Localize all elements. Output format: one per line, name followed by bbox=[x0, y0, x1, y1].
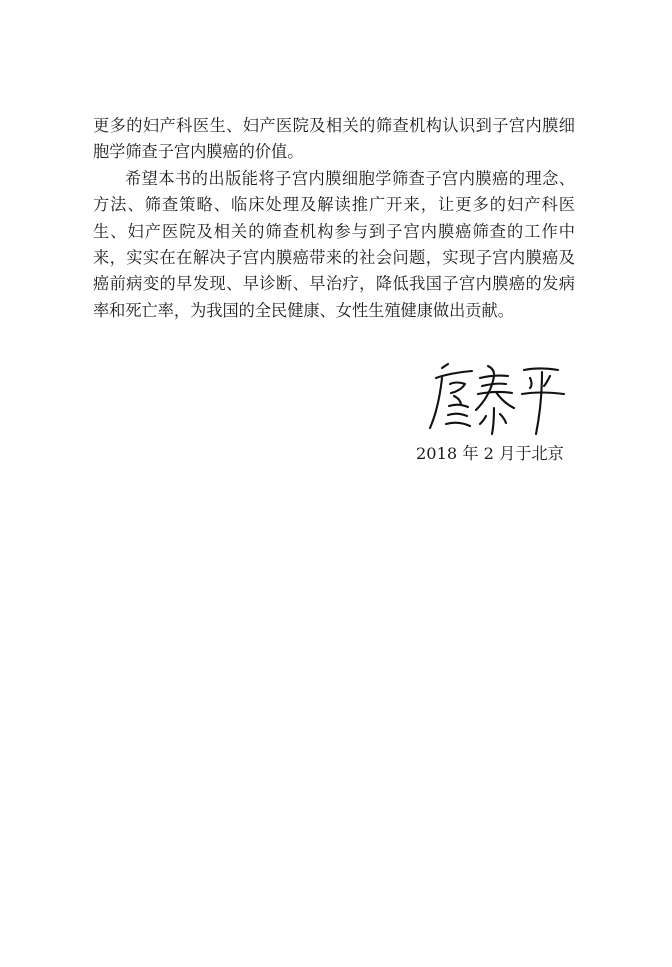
paragraph-line: 癌前病变的早发现、早诊断、早治疗，降低我国子宫内膜癌的发病 bbox=[93, 274, 575, 294]
paragraph-line: 来，实实在在解决子宫内膜癌带来的社会问题，实现子宫内膜癌及 bbox=[93, 248, 575, 268]
paragraph-line: 希望本书的出版能将子宫内膜细胞学筛查子宫内膜癌的理念、 bbox=[125, 168, 575, 188]
paragraph-line: 生、妇产医院及相关的筛查机构参与到子宫内膜癌筛查的工作中 bbox=[93, 221, 575, 241]
paragraph-line: 方法、筛查策略、临床处理及解读推广开来，让更多的妇产科医 bbox=[93, 195, 575, 215]
signature-date: 2018 年 2 月于北京 bbox=[416, 444, 564, 463]
paragraph-line: 胞学筛查子宫内膜癌的价值。 bbox=[93, 142, 304, 162]
paragraph-line: 更多的妇产科医生、妇产医院及相关的筛查机构认识到子宫内膜细 bbox=[93, 116, 575, 135]
body-text bbox=[93, 113, 575, 324]
paragraph-line: 率和死亡率，为我国的全民健康、女性生殖健康做出贡献。 bbox=[93, 300, 514, 320]
handwritten-signature bbox=[428, 358, 568, 436]
